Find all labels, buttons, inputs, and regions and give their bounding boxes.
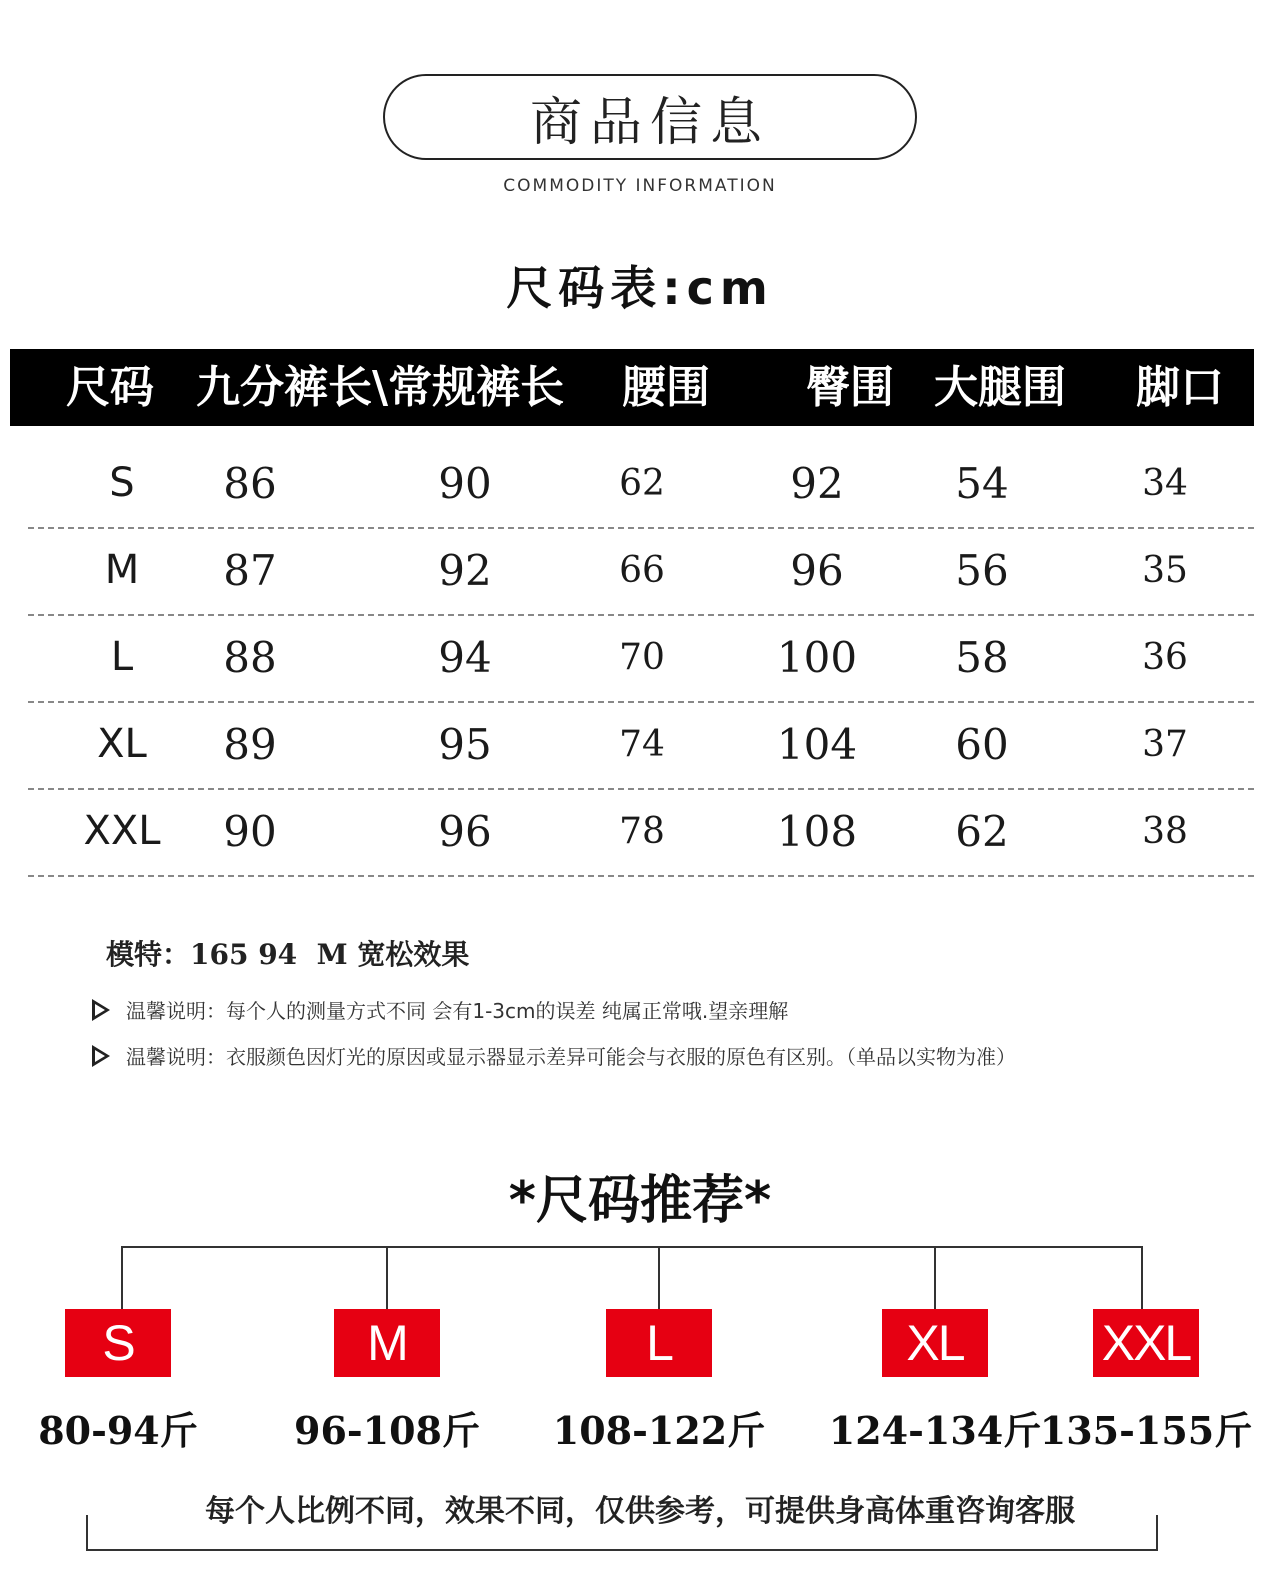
size-table-title: 尺码表:cm <box>506 261 774 315</box>
note-text: 温馨说明：每个人的测量方式不同 会有1-3cm的误差 纯属正常哦.望亲理解 <box>126 999 789 1023</box>
triangle-play-icon <box>92 1045 110 1067</box>
cell-regular-length: 92 <box>438 546 492 595</box>
cell-hip: 108 <box>776 807 858 856</box>
header-title: 商品信息 <box>529 92 770 153</box>
weight-range: 96-108斤 <box>294 1408 480 1453</box>
recommend-title: *尺码推荐* <box>508 1171 772 1231</box>
footer-note: 每个人比例不同，效果不同，仅供参考，可提供身高体重咨询客服 <box>205 1494 1075 1529</box>
cell-thigh: 60 <box>955 720 1009 769</box>
cell-waist: 62 <box>619 463 665 504</box>
cell-hem: 36 <box>1142 637 1188 678</box>
size-badge: S <box>65 1309 171 1377</box>
cell-waist: 78 <box>619 811 665 852</box>
table-row <box>28 788 1254 877</box>
cell-nine-length: 89 <box>223 720 277 769</box>
recommend-connector-tick <box>1141 1246 1143 1310</box>
cell-nine-length: 88 <box>223 633 277 682</box>
col-thigh: 大腿围 <box>934 362 1066 413</box>
cell-regular-length: 96 <box>438 807 492 856</box>
cell-thigh: 58 <box>955 633 1009 682</box>
table-row <box>28 614 1254 703</box>
size-badge: XL <box>882 1309 988 1377</box>
cell-hem: 37 <box>1142 724 1188 765</box>
cell-size: M <box>104 547 140 593</box>
table-row <box>28 440 1254 529</box>
cell-nine-length: 90 <box>223 807 277 856</box>
cell-hip: 104 <box>776 720 858 769</box>
cell-hip: 100 <box>776 633 858 682</box>
cell-size: L <box>110 634 134 680</box>
cell-thigh: 54 <box>955 459 1009 508</box>
cell-waist: 70 <box>619 637 665 678</box>
cell-size: XXL <box>83 808 161 854</box>
size-badge: XXL <box>1093 1309 1199 1377</box>
recommend-connector-line <box>121 1246 1143 1248</box>
cell-nine-length: 86 <box>223 459 277 508</box>
recommend-connector-tick <box>121 1246 123 1310</box>
size-table-header <box>10 349 1254 426</box>
size-badge: M <box>334 1309 440 1377</box>
weight-range: 135-155斤 <box>1039 1408 1253 1453</box>
cell-waist: 74 <box>619 724 665 765</box>
header-pill <box>383 74 917 160</box>
size-badge: L <box>606 1309 712 1377</box>
cell-hem: 35 <box>1142 550 1188 591</box>
cell-thigh: 62 <box>955 807 1009 856</box>
header-subtitle: COMMODITY INFORMATION <box>503 176 777 196</box>
cell-waist: 66 <box>619 550 665 591</box>
weight-range: 80-94斤 <box>38 1408 198 1453</box>
col-length: 九分裤长\常规裤长 <box>196 362 565 413</box>
recommend-connector-tick <box>934 1246 936 1310</box>
cell-size: S <box>109 460 135 506</box>
col-hip: 臀围 <box>806 362 894 413</box>
model-info: 模特：165 94 M 宽松效果 <box>106 938 470 971</box>
cell-size: XL <box>97 721 147 767</box>
col-waist: 腰围 <box>622 362 710 413</box>
cell-hip: 96 <box>790 546 844 595</box>
weight-range: 124-134斤 <box>828 1408 1042 1453</box>
note-item <box>92 1041 1016 1070</box>
cell-regular-length: 90 <box>438 459 492 508</box>
cell-nine-length: 87 <box>223 546 277 595</box>
weight-range: 108-122斤 <box>552 1408 766 1453</box>
col-hem: 脚口 <box>1136 362 1224 413</box>
cell-thigh: 56 <box>955 546 1009 595</box>
cell-hem: 38 <box>1142 811 1188 852</box>
col-size: 尺码 <box>66 362 154 413</box>
cell-regular-length: 95 <box>438 720 492 769</box>
recommend-connector-tick <box>658 1246 660 1310</box>
cell-hem: 34 <box>1142 463 1188 504</box>
table-row <box>28 527 1254 616</box>
note-text: 温馨说明：衣服颜色因灯光的原因或显示器显示差异可能会与衣服的原色有区别。（单品以实物为准） <box>126 1045 1016 1069</box>
table-row <box>28 701 1254 790</box>
note-item <box>92 995 788 1024</box>
recommend-connector-tick <box>386 1246 388 1310</box>
triangle-play-icon <box>92 999 110 1021</box>
cell-regular-length: 94 <box>438 633 492 682</box>
cell-hip: 92 <box>790 459 844 508</box>
